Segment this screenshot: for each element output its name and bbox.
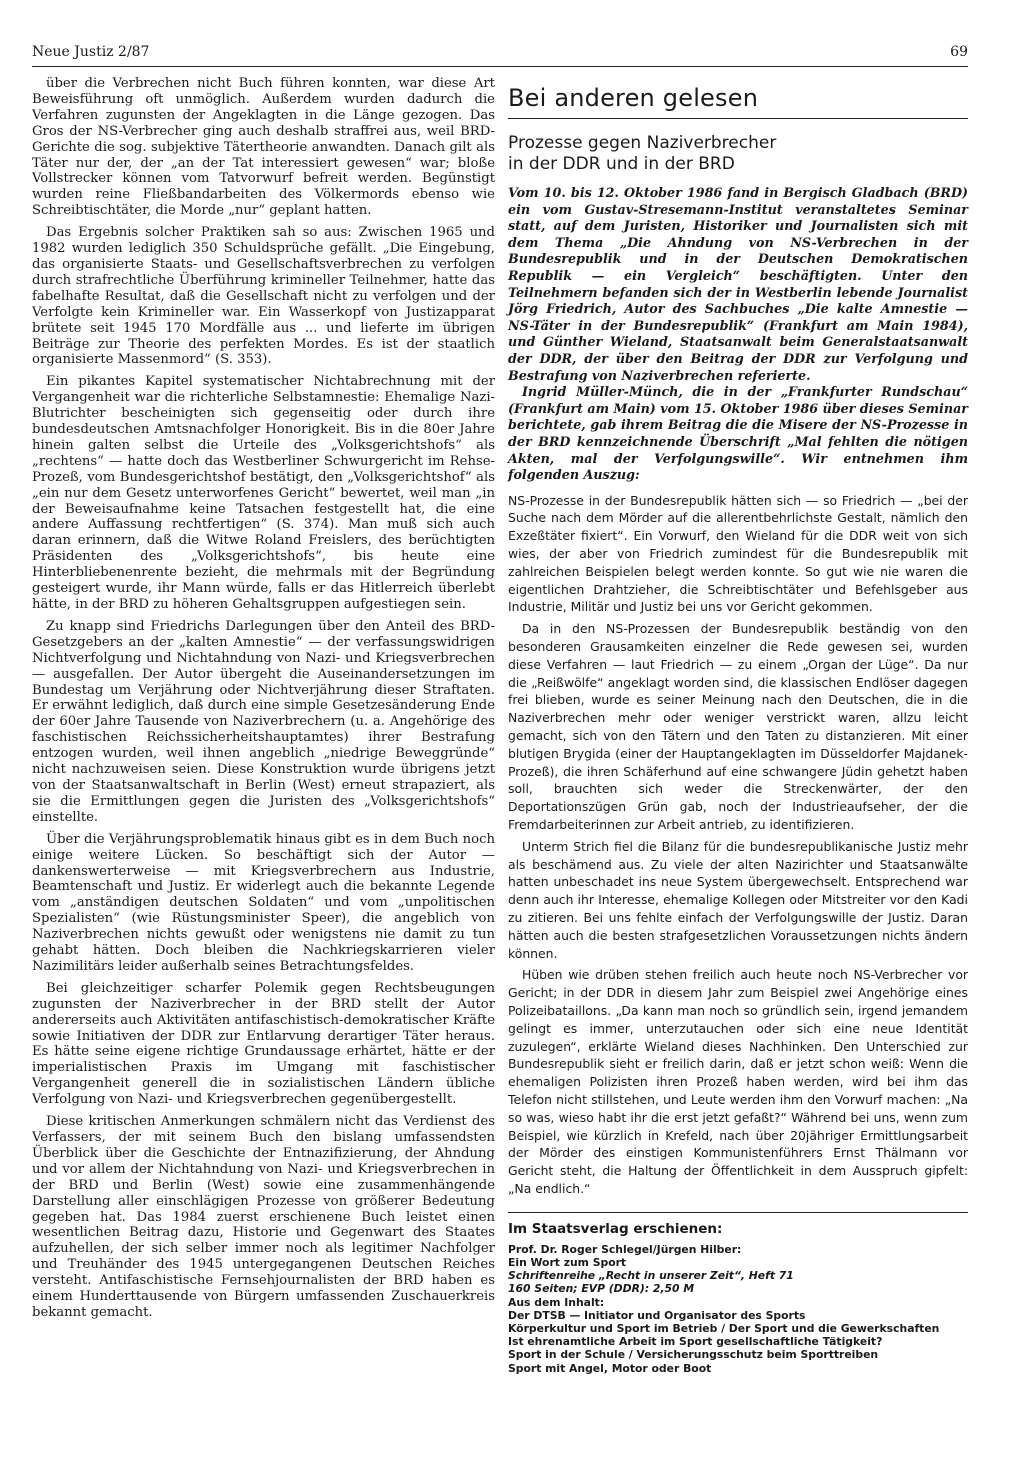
paragraph: Ein pikantes Kapitel systematischer Nichtabrechnung mit der Vergangenheit war die richterliche Selbstamnestie: Ehemalige Nazi-Blutrichter bescheinigten sich gegenseitig oder durch ihre bundesdeutschen Amtsnachfolger Honorigkeit. Bis in die 80er Jahre hinein galten selbst die Urteile des „Volksgerichtshofs“ als „rechtens“ — hatte doch das Westberliner Schwurgericht im Rehse-Prozeß, vom Bundesgerichtshof bestätigt, den „Volksgerichtshof“ als „ein nur dem Gesetz unterworfenes Gericht“ bewertet, weil man „in der Beweisaufnahme keine Tatsachen festgestellt hat, die eine andere Auffassung rechtfertigen“ (S. 374). Man muß sich auch daran erinnern, daß die Witwe Roland Freislers, des berüchtigten Präsidenten des „Volksgerichtshofs“, bis heute eine Hinterbliebenenrente bezieht, die mehrmals mit der Begründung gesteigert wurde, ihr Mann würde, falls er das Hitlerreich überlebt hätte, in der BRD zu höheren Gehaltsgruppen aufgestiegen sein. [32,374,495,612]
quoted-paragraph: Da in den NS-Prozessen der Bundesrepublik beständig von den besonderen Grausamkeiten einzelner die Rede gewesen sei, wurden diese Verfahren — laut Friedrich — zu einem „Organ der Lüge“. Da nur die „Reißwölfe“ angeklagt worden sind, die klassischen Endlöser dagegen frei blieben, wurde es seiner Meinung nach den Deutschen, die in die Naziverbrechen mehr oder weniger verstrickt waren, allzu leicht gemacht, sich von den Tätern und den Taten zu distanzieren. Mit einer blutigen Brygida (einer der Hauptangeklagten im Düsseldorfer Majdanek-Prozeß), die ihren Schäferhund auf eine schwangere Jüdin gehetzt haben soll, brauchten sich weder die Streckenwärter, der den Deportationszügen Grün gab, noch der Industrieaufseher, der die Fremdarbeiterinnen zur Arbeit antrieb, zu identifizieren. [508,621,968,833]
quoted-paragraph: Hüben wie drüben stehen freilich auch heute noch NS-Verbrecher vor Gericht; in der DDR in diesem Jahr zum Beispiel zwei Angehörige eines Polizeibataillons. „Da kann man noch so gründlich sein, irgend jemandem gelingt es immer, unterzutauchen oder sich eine neue Identität zuzulegen“, erklärte Wieland dieses Nachhinken. Den Unterschied zur Bundesrepublik sieht er freilich darin, daß er jetzt schon weiß: Wenn die ehemaligen Polizisten ihren Prozeß haben werden, wird bei ihm das Telefon nicht stillstehen, und Leute werden ihm den Vorwurf machen: „Na so was, wieso habt ihr die erst jetzt gefaßt?“ Während bei uns, wenn zum Beispiel, wie kürzlich in Krefeld, nach über 20jähriger Ermittlungsarbeit der Mörder des einstigen Kommunistenführers Ernst Thälmann vor Gericht steht, die Haltung der Öffentlichkeit in dem Ausspruch gipfelt: „Na endlich.“ [508,967,968,1196]
page-header [32,44,968,67]
contents-item: Sport mit Angel, Motor oder Boot [508,1361,712,1375]
intro-paragraph: Ingrid Müller-Münch, die in der „Frankfurter Rundschau“ (Frankfurt am Main) vom 15. Oktober 1986 über dieses Seminar berichtete, gab ihrem Beitrag die die Misere der NS-Prozesse in der BRD kennzeichnende Überschrift „Mal fehlten die nötigen Akten, mal der Verfolgungswille“. Wir entnehmen ihm folgenden Auszug: [508,384,968,483]
paragraph: Bei gleichzeitiger scharfer Polemik gegen Rechtsbeugungen zugunsten der Naziverbrecher in der BRD stellt der Autor andererseits auch Aktivitäten antifaschistisch-demokratischer Kräfte sowie Initiativen der DDR zur Entlarvung derartiger Täter heraus. Es hätte seine eigene richtige Grundaussage erhärtet, hätte er der imperialistischen Praxis im Umgang mit faschistischer Vergangenheit generell die in sozialistischen Ländern übliche Verfolgung von Nazi- und Kriegsverbrechen gegenübergestellt. [32,980,495,1108]
divider [508,1212,968,1213]
paragraph: Diese kritischen Anmerkungen schmälern nicht das Verdienst des Verfassers, der mit seinem Buch den bislang umfassendsten Überblick über die Geschichte der Entnazifizierung, der Ahndung und vor allem der Nichtahndung von Nazi- und Kriegsverbrechen in der BRD und Berlin (West) sowie eine zusammenhängende Darstellung aller einschlägigen Prozesse von größerer Bedeutung gegeben hat. Das 1984 zuerst erschienene Buch leistet einen wesentlichen Beitrag dazu, Historie und Gegenwart des Staates aufzuhellen, der sich selber immer noch als legitimer Nachfolger und Treuhänder des 1945 untergegangenen Deutschen Reiches versteht. Antifaschistische Fernsehjournalisten der BRD haben es einem Hunderttausende von Bürgern umfassenden Zuschauerkreis bekannt gemacht. [32,1114,495,1320]
article-title-line: in der DDR und in der BRD [508,154,735,174]
book-authors: Prof. Dr. Roger Schlegel/Jürgen Hilber: [508,1242,742,1256]
paragraph: über die Verbrechen nicht Buch führen konnten, war diese Art Beweisführung oft unmöglich. Außerdem wurden dadurch die Verfahren zugunsten der Angeklagten in die Länge gezogen. Das Gros der NS-Verbrecher ging auch deshalb straffrei aus, weil BRD-Gerichte die sog. subjektive Tätertheorie anwandten. Danach gilt als Täter nur der, der „an der Tat interessiert gewesen“ war; bloße Vollstrecker können vom Tatvorwurf befreit werden. Begünstigt wurden reine Fließbandarbeiten des Völkermords ebenso wie Schreibtischtäter, die Morde „nur“ geplant hatten. [32,76,495,219]
publisher-heading: Im Staatsverlag erschienen: [508,1220,723,1237]
paragraph: Das Ergebnis solcher Praktiken sah so aus: Zwischen 1965 und 1982 wurden lediglich 350 Schuldsprüche gefällt. „Die Eingebung, das organisierte Staats- und Gesellschaftsverbrechen zu verfolgen durch strafrechtliche Überführung krimineller Teilnehmer, hatte das fabelhafte Resultat, daß die Gesellschaft nicht zu verfolgen und der Verfolgte kein Krimineller war. Ein Wasserkopf von Justizapparat brütete seit 1945 170 Mordfälle aus ... und lieferte im übrigen Beiträge zur Theorie des perfekten Mordes. Es ist der staatlich organisierte Massenmord“ (S. 353). [32,225,495,368]
article-title-line: Prozesse gegen Naziverbrecher [508,133,777,153]
book-price: 160 Seiten; EVP (DDR): 2,50 M [508,1282,695,1296]
right-column [508,76,968,1375]
paragraph: Über die Verjährungsproblematik hinaus gibt es in dem Buch noch einige weitere Lücken. So beschäftigt sich der Autor — dankenswerterweise — mit Kriegsverbrechern aus Industrie, Beamtenschaft und Justiz. Er widerlegt auch die bekannte Legende vom „anständigen deutschen Soldaten“ und vom „unpolitischen Spezialisten“ (wie Rüstungsminister Speer), die angeblich von Naziverbrechen nichts gewußt oder wenigstens nie damit zu tun gehabt hätten. Doch bleiben die Nachkriegskarrieren vieler Nazimilitärs leider außerhalb seines Betrachtungsfeldes. [32,831,495,974]
quoted-paragraph: Unterm Strich fiel die Bilanz für die bundesrepublikanische Justiz mehr als beschämend aus. Zu viele der alten Nazirichter und Staatsanwälte hatten unbeschadet ins neue System übergewechselt. Entsprechend war denn auch ihr Interesse, ehemalige Kollegen oder Mitstreiter vor den Kadi zu zitieren. Bei uns fehlte einfach der Verfolgungswille der Justiz. Daran hätten auch die besten strafgesetzlichen Voraussetzungen nichts ändern können. [508,838,968,961]
contents-item: Sport in der Schule / Versicherungsschutz beim Sporttreiben [508,1348,879,1362]
quoted-paragraph: NS-Prozesse in der Bundesrepublik hätten sich — so Friedrich — „bei der Suche nach dem Mörder auf die allerentbehrlichste Gestalt, nämlich den Exzeßtäter fixiert“. Ein Vorwurf, den Wieland für die DDR weit von sich wies, der aber von Friedrich zumindest für die Bundesrepublik mit zahlreichen Beispielen belegt werden konnte. So gut wie nie waren die eigentlichen Drahtzieher, die Schreibtischtäter und Befehlsgeber aus Industrie, Militär und Justiz bei uns vor Gericht gekommen. [508,492,968,615]
publisher-box [508,1221,968,1375]
page-number: 69 [950,44,968,60]
intro-paragraph: Vom 10. bis 12. Oktober 1986 fand in Bergisch Gladbach (BRD) ein vom Gustav-Stresemann-Institut veranstaltetes Seminar statt, auf dem Juristen, Historiker und Journalisten sich mit dem Thema „Die Ahndung von NS-Verbrechen in der Bundesrepublik und in der Deutschen Demokratischen Republik — ein Vergleich“ beschäftigten. Unter den Teilnehmern befanden sich der in Westberlin lebende Journalist Jörg Friedrich, Autor des Sachbuches „Die kalte Amnestie — NS-Täter in der Bundesrepublik“ (Frankfurt am Main 1984), und Günther Wieland, Staatsanwalt beim Generalstaatsanwalt der DDR, der über den Beitrag der DDR zur Verfolgung und Bestrafung von Naziverbrechen referierte. [508,185,968,383]
section-title: Bei anderen gelesen [508,84,968,119]
contents-item: Der DTSB — Initiator und Organisator des Sports [508,1308,806,1322]
contents-label: Aus dem Inhalt: [508,1295,605,1309]
paragraph: Zu knapp sind Friedrichs Darlegungen über den Anteil des BRD-Gesetzgebers an der „kalten Amnestie“ — der verfassungswidrigen Nichtverfolgung und Nichtahndung von Nazi- und Kriegsverbrechen — ausgefallen. Der Autor übergeht die Auseinandersetzungen im Bundestag um Verjährung oder Nichtverjährung dieser Straftaten. Er erwähnt lediglich, daß durch eine simple Gesetzesänderung Ende der 60er Jahre Tausende von Naziverbrechern (u. a. Angehörige des faschistischen Reichssicherheitshauptamtes) ihrer Bestrafung entzogen wurden, weil ihnen angeblich „niedrige Beweggründe“ nicht nachzuweisen seien. Diese Konstruktion wurde übrigens jetzt von der Staatsanwaltschaft in Berlin (West) erneut strapaziert, als sie die Ermittlungen gegen die Juristen des „Volksgerichtshofs“ einstellte. [32,618,495,825]
article-title [508,133,968,175]
book-title: Ein Wort zum Sport [508,1255,627,1269]
contents-item: Ist ehrenamtliche Arbeit im Sport gesellschaftliche Tätigkeit? [508,1335,883,1349]
book-series: Schriftenreihe „Recht in unserer Zeit“, Heft 71 [508,1269,794,1283]
journal-issue: Neue Justiz 2/87 [32,44,150,60]
left-column [32,76,495,1321]
contents-item: Körperkultur und Sport im Betrieb / Der Sport und die Gewerkschaften [508,1321,940,1335]
